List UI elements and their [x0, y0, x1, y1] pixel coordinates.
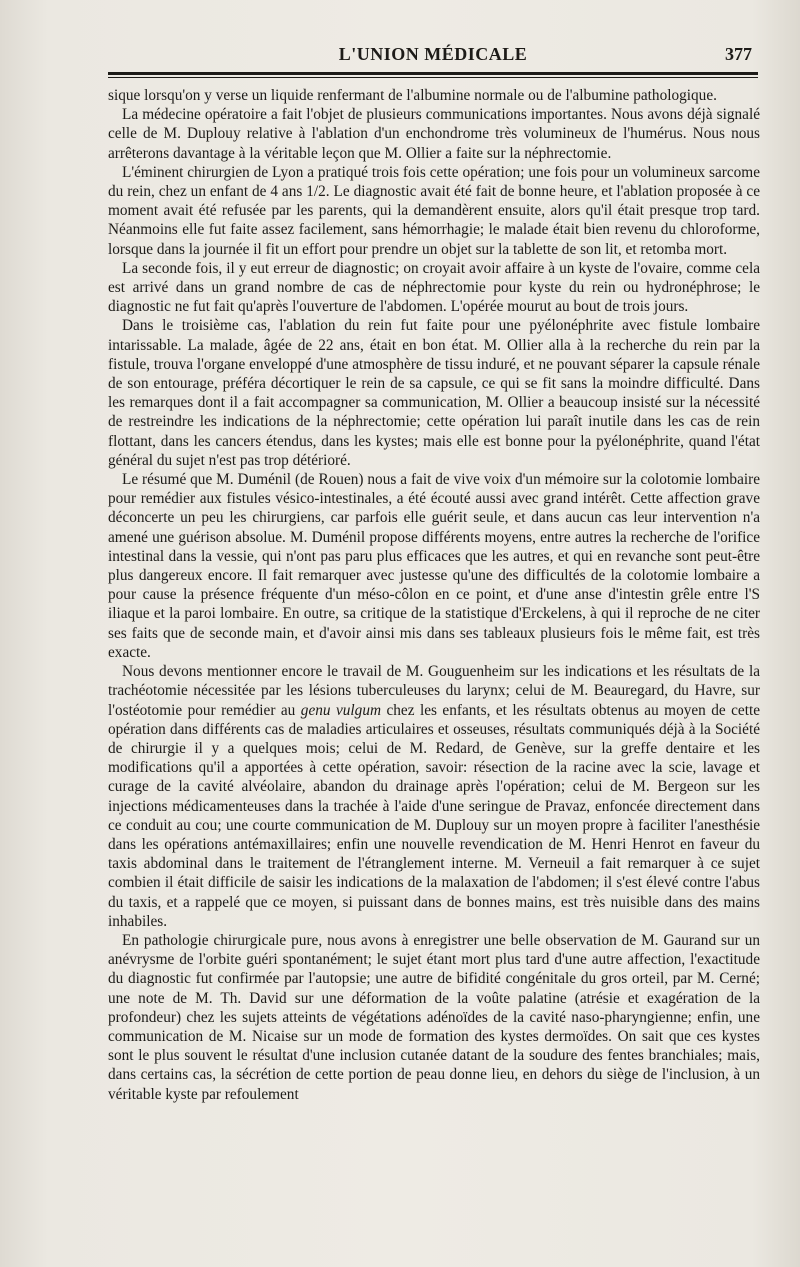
paragraph-ollier-second-case: La seconde fois, il y eut erreur de diagnostic; on croyait avoir affaire à un kyste de l'ovaire, comme cela est arrivé dans un grand nombre de cas de néphrectomie pour kyste du rein ou hydronéphrose; le diagnostic ne fut fait qu'après l'ouverture de l'abdomen. L'opérée mourut au bout de trois jours.: [108, 259, 760, 316]
paragraph-operative-medicine: La médecine opératoire a fait l'objet de plusieurs communications importantes. Nous avons déjà signalé celle de M. Duplouy relative à l'ablation d'un enchondrome très volumineux de l'humérus. Nous nous arrêterons davantage à la véritable leçon que M. Ollier a faite sur la néphrectomie.: [108, 106, 760, 162]
paragraph-dumenil-colotomy: Le résumé que M. Duménil (de Rouen) nous a fait de vive voix d'un mémoire sur la colotomie lombaire pour remédier aux fistules vésico-intestinales, a été écouté aussi avec grand intérêt. Cette affection grave déconcerte un peu les chirurgiens, car parfois elle guérit seule, et dans aucun cas leur intervention n'a amené une guérison absolue. M. Duménil propose différents moyens, entre autres la recherche de l'orifice intestinal dans la vessie, qui n'ont pas paru plus efficaces que les autres, et qui en revanche sont peut-être plus dangereux encore. Il fait remarquer avec justesse qu'une des difficultés de la colotomie lombaire a pour cause la présence fréquente d'un méso-côlon en ce point, et d'une anse d'intestin grêle entre l'S iliaque et la paroi lombaire. En outre, sa critique de la statistique d'Erckelens, à qui il reproche de ne citer ses faits que de seconde main, et d'avoir ainsi mis dans ses tableaux plusieurs fois le même fait, est très exacte.: [108, 471, 760, 661]
paragraph-surgical-pathology: En pathologie chirurgicale pure, nous avons à enregistrer une belle observation de M. Gaurand sur un anévrysme de l'orbite guéri spontanément; le sujet étant mort plus tard d'une autre affection, l'exactitude du diagnostic fut confirmée par l'autopsie; une autre de bifidité congénitale du gros orteil, par M. Cerné; une note de M. Th. David sur une déformation de la voûte palatine (atrésie et exagération de la profondeur) chez les sujets atteints de végétations adénoïdes de la cavité naso-pharyngienne; enfin, une communication de M. Nicaise sur un mode de formation des kystes dermoïdes. On sait que ces kystes sont le plus souvent le résultat d'une inclusion cutanée datant de la soudure des fentes branchiales; mais, dans certains cas, la sécrétion de cette portion de peau donne lieu, en dehors du siège de l'inclusion, à un véritable kyste par refoulement: [108, 931, 760, 1103]
running-header: [108, 40, 758, 70]
paragraph-segment: Nous devons mentionner encore le travail de M. Gouguenheim sur les indications et les résultats de la trachéotomie nécessitée par les lésions tuberculeuses du larynx; celui de M. Beauregard, du Havre, sur l'ostéotomie pour remédier au: [108, 663, 760, 719]
paragraph-ollier-third-case: Dans le troisième cas, l'ablation du rein fut faite pour une pyélonéphrite avec fistule lombaire intarissable. La malade, âgée de 22 ans, était en bon état. M. Ollier alla à la recherche du rein par la fistule, trouva l'organe enveloppé d'une atmosphère de tissu induré, et ne pouvant séparer la capsule rénale de son entourage, préféra décortiquer le rein de sa capsule, ce qui se fit sans la moindre difficulté. Dans les remarques dont il a fait accompagner sa communication, M. Ollier a beaucoup insisté sur la nécessité de restreindre les indications de la néphrectomie; cette opération lui paraît inutile dans les cas de rein flottant, dans les cancers étendus, dans les kystes; mais elle est bonne pour la pyélonéphrite, quand l'état général du sujet n'est pas trop détérioré.: [108, 317, 760, 469]
journal-title: L'UNION MÉDICALE: [338, 44, 528, 64]
paragraph-segment: chez les enfants, et les résultats obtenus au moyen de cette opération dans différents cas de maladies articulaires et osseuses, résultats communiqués déjà à la Société de chirurgie il y a quelques mois; celui de M. Redard, de Genève, sur la greffe dentaire et les modifications qu'il a apportées à cette opération, savoir: résection de la racine avec la scie, lavage et curage de la cavité alvéolaire, abandon du drainage après l'opération; celui de M. Bergeon sur les injections médicamenteuses dans la trachée à l'aide d'une seringue de Pravaz, enfoncée directement dans ce conduit au cou; une courte communication de M. Duplouy sur un moyen propre à faciliter l'anesthésie dans les opérations antémaxillaires; enfin une nouvelle revendication de M. Henri Henrot en faveur du taxis abdominal dans le traitement de l'étranglement interne. M. Verneuil a fait remarquer à ce sujet combien il était difficile de saisir les indications de la malaxation de l'abdomen; il s'est élevé contre l'abus du taxis, et a rappelé que ce moyen, si puissant dans de bonnes mains, est très nuisible dans des mains inhabiles.: [108, 701, 761, 930]
paragraph-other-communications: [108, 662, 760, 931]
italic-term: genu vulgum: [300, 701, 382, 719]
header-rule-thin: [108, 77, 758, 78]
page-number: 377: [725, 44, 752, 64]
paragraph-continuation: sique lorsqu'on y verse un liquide renfermant de l'albumine normale ou de l'albumine pathologique.: [108, 87, 717, 104]
article-body: [108, 86, 760, 1104]
header-rule-thick: [108, 72, 758, 75]
paragraph-ollier-first-case: L'éminent chirurgien de Lyon a pratiqué trois fois cette opération; une fois pour un volumineux sarcome du rein, chez un enfant de 4 ans 1/2. Le diagnostic avait été fait de bonne heure, et l'ablation proposée à ce moment avait été refusée par les parents, qui la demandèrent ensuite, alors qu'il était presque trop tard. Néanmoins elle fut faite assez facilement, sans hémorrhagie; le malade était bien revenu du chloroforme, lorsque dans la journée il fit un effort pour prendre un objet sur la tablette de son lit, et retomba mort.: [108, 163, 760, 258]
